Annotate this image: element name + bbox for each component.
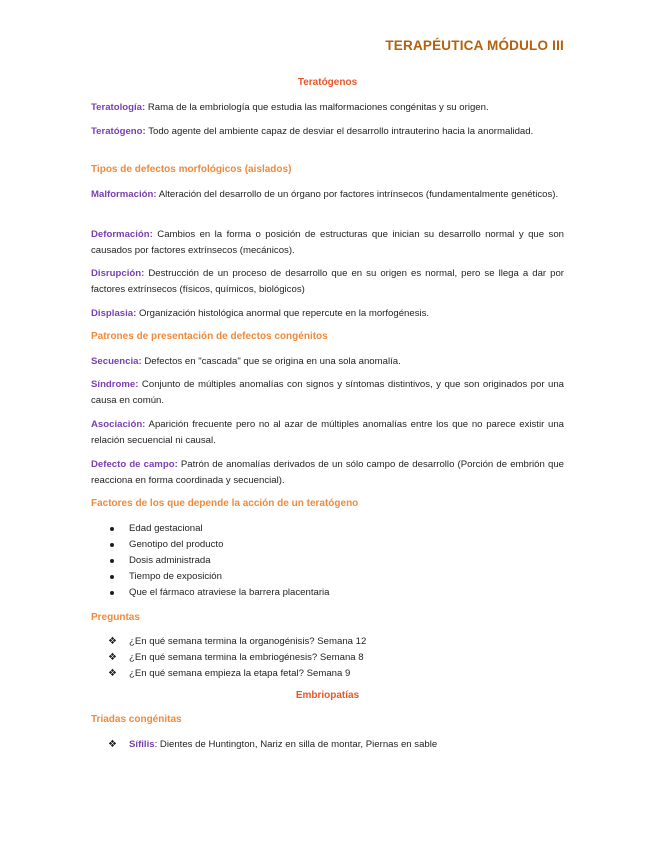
section-heading-patrones: Patrones de presentación de defectos congénitos bbox=[91, 331, 328, 342]
bullet-icon bbox=[110, 559, 114, 563]
term-label: Malformación: bbox=[91, 189, 157, 200]
tipo-displasia bbox=[91, 306, 564, 322]
diamond-bullet-icon: ❖ bbox=[108, 668, 117, 679]
diamond-bullet-icon: ❖ bbox=[108, 652, 117, 663]
section-heading-teratogenos: Teratógenos bbox=[297, 77, 358, 88]
definition-text: Cambios en la forma o posición de estructuras que inician su desarrollo normal y que son causados por factores extrínsecos (mecánicos). bbox=[91, 229, 564, 256]
term-label: Defecto de campo: bbox=[91, 459, 178, 470]
list-item: ❖ ¿En qué semana termina la embriogénesis? Semana 8 bbox=[91, 650, 366, 666]
definition-text: Todo agente del ambiente capaz de desviar el desarrollo intrauterino hacia la anormalidad. bbox=[145, 126, 534, 137]
definition-teratogeno bbox=[91, 124, 564, 140]
term-label: Teratógeno: bbox=[91, 126, 146, 137]
preguntas-list bbox=[91, 634, 366, 682]
term-label: Síndrome: bbox=[91, 379, 139, 390]
tipo-disrupcion bbox=[91, 266, 564, 298]
diamond-bullet-icon: ❖ bbox=[108, 636, 117, 647]
tipo-deformacion bbox=[91, 227, 564, 259]
definition-text: Aparición frecuente pero no al azar de múltiples anomalías entre los que no parece existir una relación secuencial ni causal. bbox=[91, 419, 564, 446]
section-heading-preguntas: Preguntas bbox=[91, 612, 140, 623]
list-item: Tiempo de exposición bbox=[91, 569, 330, 585]
list-item: Dosis administrada bbox=[91, 553, 330, 569]
list-item: ❖ Sífilis: Dientes de Huntington, Nariz en silla de montar, Piernas en sable bbox=[91, 737, 437, 753]
term-label: Displasia: bbox=[91, 308, 137, 319]
factores-list bbox=[91, 521, 330, 601]
section-heading-factores: Factores de los que depende la acción de un teratógeno bbox=[91, 498, 359, 509]
definition-text: Conjunto de múltiples anomalías con signos y síntomas distintivos, y que son originados por una causa en común. bbox=[91, 379, 564, 406]
definition-teratologia bbox=[91, 100, 564, 116]
diamond-bullet-icon: ❖ bbox=[108, 739, 117, 750]
definition-text: Destrucción de un proceso de desarrollo que en su origen es normal, pero se llega a dar por factores extrínsecos (físicos, químicos, biológicos) bbox=[91, 268, 564, 295]
term-label: Disrupción: bbox=[91, 268, 145, 279]
bullet-icon bbox=[110, 543, 114, 547]
list-item: ❖ ¿En qué semana empieza la etapa fetal? Semana 9 bbox=[91, 666, 366, 682]
term-label: Deformación: bbox=[91, 229, 153, 240]
tipo-malformacion bbox=[91, 187, 564, 203]
term-label: Sífilis bbox=[129, 739, 155, 750]
list-item: Genotipo del producto bbox=[91, 537, 330, 553]
section-heading-triadas: Triadas congénitas bbox=[91, 714, 182, 725]
triadas-list bbox=[91, 737, 437, 753]
term-label: Secuencia: bbox=[91, 356, 142, 367]
patron-defecto-de-campo bbox=[91, 457, 564, 489]
bullet-icon bbox=[110, 591, 114, 595]
list-item: ❖ ¿En qué semana termina la organogénisis? Semana 12 bbox=[91, 634, 366, 650]
definition-text: Defectos en "cascada" que se origina en una sola anomalía. bbox=[141, 356, 401, 367]
definition-text: Alteración del desarrollo de un órgano por factores intrínsecos (fundamentalmente genéticos). bbox=[156, 189, 559, 200]
section-heading-tipos: Tipos de defectos morfológicos (aislados) bbox=[91, 164, 292, 175]
definition-text: Rama de la embriología que estudia las malformaciones congénitas y su origen. bbox=[145, 102, 489, 113]
bullet-icon bbox=[110, 575, 114, 579]
term-label: Asociación: bbox=[91, 419, 146, 430]
list-item: Edad gestacional bbox=[91, 521, 330, 537]
definition-text: Organización histológica anormal que repercute en la morfogénesis. bbox=[136, 308, 430, 319]
definition-text: Patrón de anomalías derivados de un sólo campo de desarrollo (Porción de embrión que reacciona en forma coordinada y secuencial). bbox=[91, 459, 564, 486]
patron-asociacion bbox=[91, 417, 564, 449]
patron-sindrome bbox=[91, 377, 564, 409]
section-heading-embriopatias: Embriopatías bbox=[295, 690, 360, 701]
term-label: Teratología: bbox=[91, 102, 146, 113]
document-title: TERAPÉUTICA MÓDULO III bbox=[385, 38, 564, 53]
bullet-icon bbox=[110, 527, 114, 531]
list-item: Que el fármaco atraviese la barrera placentaria bbox=[91, 585, 330, 601]
patron-secuencia bbox=[91, 354, 564, 370]
